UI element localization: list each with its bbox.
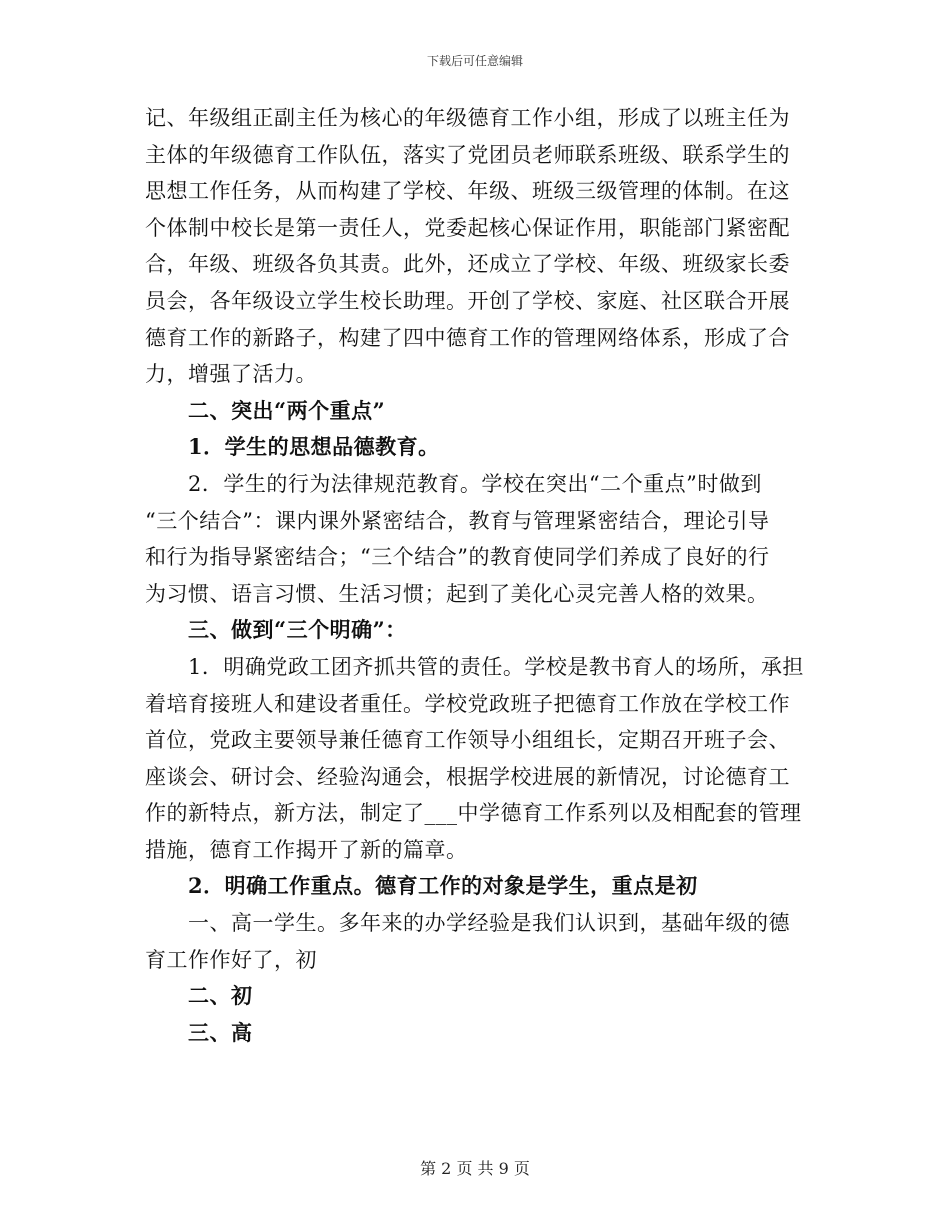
paragraph-line: 为习惯、语言习惯、生活习惯；起到了美化心灵完善人格的效果。 bbox=[145, 581, 769, 606]
page-number: 第 2 页 共 9 页 bbox=[420, 1159, 530, 1178]
paragraph-line: 和行为指导紧密结合；“三个结合”的教育使同学们养成了良好的行 bbox=[145, 545, 770, 570]
document-body bbox=[145, 100, 805, 1051]
subsection-heading: 1．学生的思想品德教育。 bbox=[188, 434, 440, 460]
section-heading: 二、突出“两个重点” bbox=[188, 397, 386, 423]
section-heading: 三、做到“三个明确”： bbox=[188, 617, 407, 643]
paragraph-line: 措施，德育工作揭开了新的篇章。 bbox=[145, 837, 468, 862]
paragraph-line: 思想工作任务，从而构建了学校、年级、班级三级管理的体制。在这 bbox=[145, 179, 790, 204]
section-heading: 二、初 bbox=[188, 983, 253, 1009]
paragraph-line: 主体的年级德育工作队伍，落实了党团员老师联系班级、联系学生的 bbox=[145, 142, 790, 167]
paragraph-line: 首位，党政主要领导兼任德育工作领导小组组长，定期召开班子会、 bbox=[145, 728, 790, 753]
paragraph-line: 员会，各年级设立学生校长助理。开创了学校、家庭、社区联合开展 bbox=[145, 288, 790, 313]
paragraph-line: 1．明确党政工团齐抓共管的责任。学校是教书育人的场所，承担 bbox=[188, 654, 804, 679]
paragraph-line: 2．学生的行为法律规范教育。学校在突出“二个重点”时做到 bbox=[188, 471, 762, 496]
paragraph-line: 力，增强了活力。 bbox=[145, 362, 317, 387]
section-heading: 三、高 bbox=[188, 1019, 253, 1045]
paragraph-line: 作的新特点，新方法，制定了___中学德育工作系列以及相配套的管理 bbox=[145, 801, 802, 826]
paragraph-line: “三个结合”：课内课外紧密结合，教育与管理紧密结合，理论引导 bbox=[145, 508, 770, 533]
subsection-heading: 2．明确工作重点。德育工作的对象是学生，重点是初 bbox=[188, 873, 698, 899]
paragraph-line: 着培育接班人和建设者重任。学校党政班子把德育工作放在学校工作 bbox=[145, 691, 790, 716]
paragraph-line: 个体制中校长是第一责任人，党委起核心保证作用，职能部门紧密配 bbox=[145, 215, 790, 240]
paragraph-line: 记、年级组正副主任为核心的年级德育工作小组，形成了以班主任为 bbox=[145, 106, 790, 130]
paragraph-line: 德育工作的新路子，构建了四中德育工作的管理网络体系，形成了合 bbox=[145, 325, 790, 350]
paragraph-line: 一、高一学生。多年来的办学经验是我们认识到，基础年级的德 bbox=[188, 911, 790, 936]
paragraph-line: 育工作作好了，初 bbox=[145, 947, 317, 972]
page-header: 下载后可任意编辑 bbox=[426, 54, 523, 68]
paragraph-line: 合，年级、班级各负其责。此外，还成立了学校、年级、班级家长委 bbox=[145, 252, 790, 277]
paragraph-line: 座谈会、研讨会、经验沟通会，根据学校进展的新情况，讨论德育工 bbox=[145, 764, 790, 789]
